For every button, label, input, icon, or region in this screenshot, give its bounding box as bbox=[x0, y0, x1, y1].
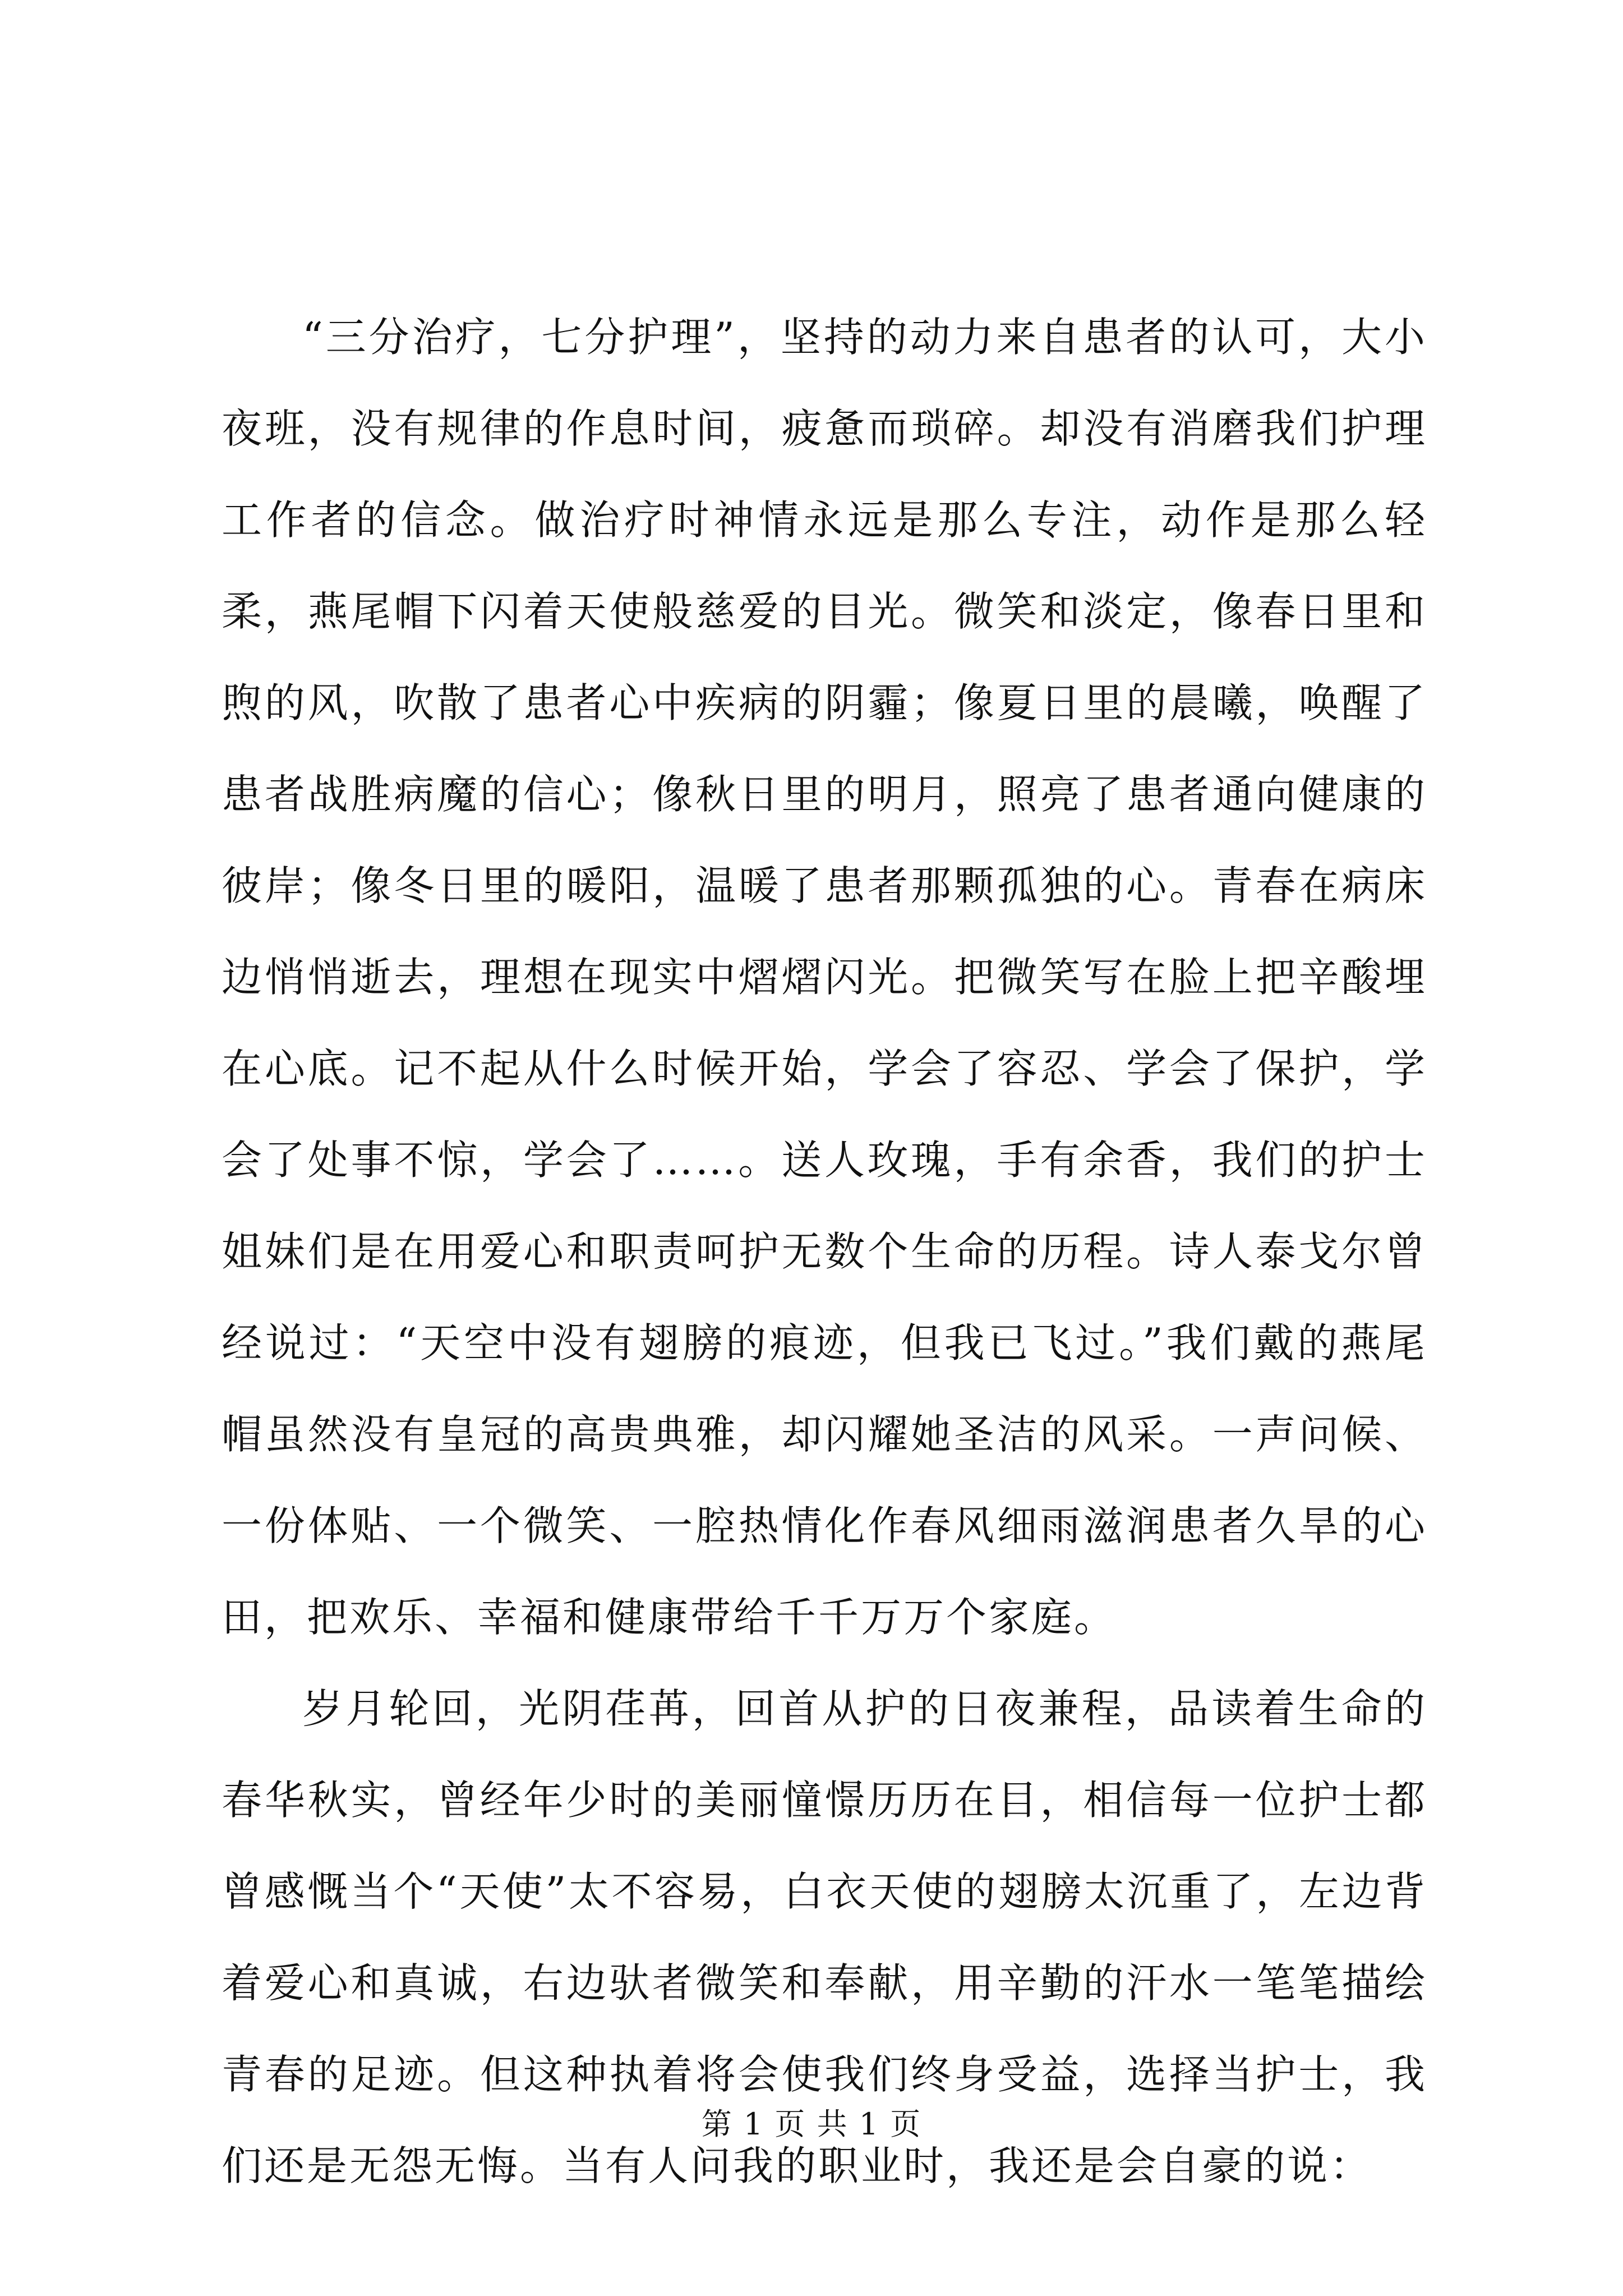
document-body bbox=[222, 292, 1427, 2212]
paragraph-2: 岁月轮回，光阴荏苒，回首从护的日夜兼程，品读着生命的春华秋实，曾经年少时的美丽憧憬历历在目，相信每一位护士都曾感慨当个“天使”太不容易，白衣天使的翅膀太沉重了，左边背着爱心和真诚，右边驮者微笑和奉献，用辛勤的汗水一笔笔描绘青春的足迹。但这种执着将会使我们终身受益，选择当护士，我们还是无怨无悔。当有人问我的职业时，我还是会自豪的说： bbox=[222, 1685, 1427, 2189]
paragraph-1: “三分治疗，七分护理”，坚持的动力来自患者的认可，大小夜班，没有规律的作息时间，疲惫而琐碎。却没有消磨我们护理工作者的信念。做治疗时神情永远是那么专注，动作是那么轻柔，燕尾帽下闪着天使般慈爱的目光。微笑和淡定，像春日里和煦的风，吹散了患者心中疾病的阴霾；像夏日里的晨曦，唤醒了患者战胜病魔的信心；像秋日里的明月，照亮了患者通向健康的彼岸；像冬日里的暖阳，温暖了患者那颗孤独的心。青春在病床边悄悄逝去，理想在现实中熠熠闪光。把微笑写在脸上把辛酸埋在心底。记不起从什么时候开始，学会了容忍、学会了保护，学会了处事不惊，学会了……。送人玫瑰，手有余香，我们的护士姐妹们是在用爱心和职责呵护无数个生命的历程。诗人泰戈尔曾经说过：“天空中没有翅膀的痕迹，但我已飞过。”我们戴的燕尾帽虽然没有皇冠的高贵典雅，却闪耀她圣洁的风采。一声问候、一份体贴、一个微笑、一腔热情化作春风细雨滋润患者久旱的心田，把欢乐、幸福和健康带给千千万万个家庭。 bbox=[222, 314, 1427, 1641]
page-footer: 第 1 页 共 1 页 bbox=[701, 2106, 922, 2142]
